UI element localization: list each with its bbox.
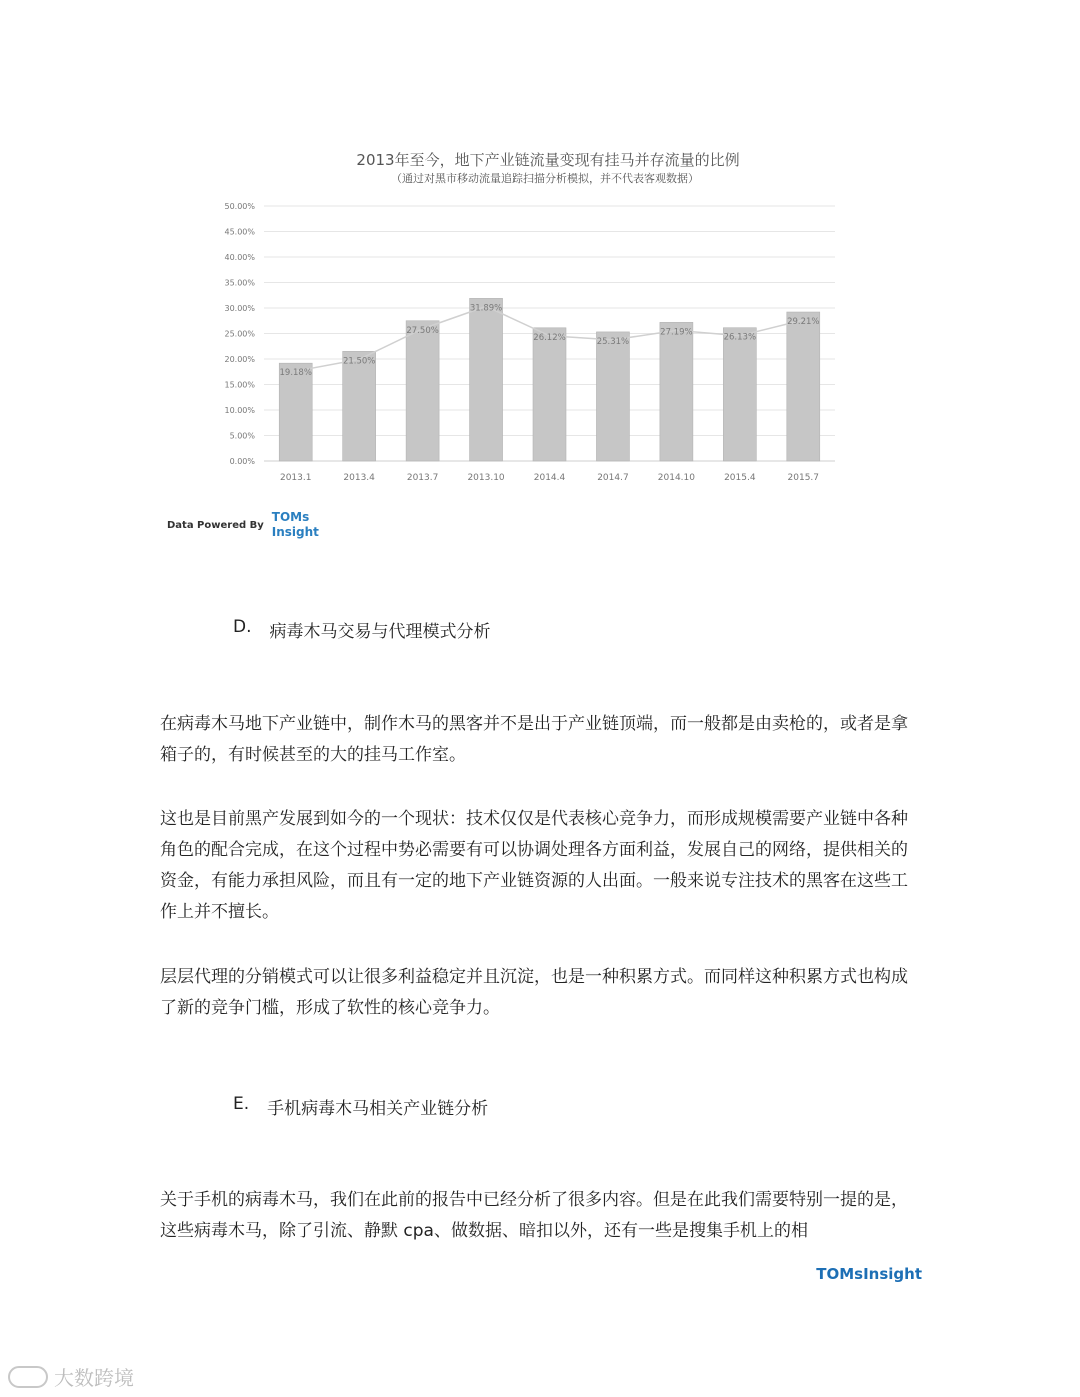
bar (470, 298, 503, 461)
bar-value-label: 25.31% (596, 336, 630, 347)
tomsinsight-logo (272, 510, 319, 540)
y-tick-label: 50.00% (224, 202, 255, 211)
bar (596, 332, 629, 461)
bar (660, 322, 693, 461)
section-heading-e (233, 1094, 488, 1119)
x-tick-label: 2015.7 (787, 473, 820, 483)
y-axis-ticks (224, 202, 255, 466)
watermark (8, 1362, 134, 1391)
y-tick-label: 45.00% (224, 227, 255, 237)
paragraph: 在病毒木马地下产业链中，制作木马的黑客并不是出于产业链顶端，而一般都是由卖枪的，或者是拿箱子的，有时候甚至的大的挂马工作室。 (160, 714, 908, 765)
bar (406, 321, 439, 461)
bar-value-label: 31.89% (469, 303, 503, 314)
logo-line-2: Insight (271, 525, 319, 539)
x-tick-label: 2014.7 (597, 473, 629, 483)
section-title: 病毒木马交易与代理模式分析 (269, 622, 491, 642)
bar (533, 328, 566, 461)
bar-value-label: 21.50% (342, 356, 376, 367)
bar (787, 312, 820, 461)
y-tick-label: 0.00% (229, 457, 255, 466)
bar (723, 328, 756, 461)
y-tick-label: 30.00% (224, 304, 255, 313)
bar-value-label: 29.21% (787, 317, 820, 328)
chart-subtitle: （通过对黑市移动流量追踪扫描分析模拟，并不代表客观数据） (391, 172, 699, 185)
bar-value-label: 27.19% (660, 327, 693, 338)
x-tick-label: 2013.10 (467, 473, 505, 483)
y-tick-label: 25.00% (224, 329, 255, 339)
x-tick-label: 2014.4 (533, 473, 566, 483)
data-powered-by (167, 510, 319, 540)
x-tick-label: 2013.1 (279, 473, 312, 483)
y-tick-label: 35.00% (224, 278, 255, 288)
paragraph: 关于手机的病毒木马，我们在此前的报告中已经分析了很多内容。但是在此我们需要特别一提的是，这些病毒木马，除了引流、静默 cpa、做数据、暗扣以外，还有一些是搜集手机上的相 (160, 1190, 908, 1241)
section-letter: D. (233, 617, 252, 637)
x-tick-label: 2014.10 (657, 473, 695, 483)
bar (343, 351, 376, 461)
watermark-logo-icon (8, 1366, 48, 1388)
section-heading-d (233, 617, 491, 642)
paragraph: 这也是目前黑产发展到如今的一个现状：技术仅仅是代表核心竞争力，而形成规模需要产业链中各种角色的配合完成，在这个过程中势必需要有可以协调处理各方面利益，发展自己的网络，提供相关的资金，有能力承担风险，而且有一定的地下产业链资源的人出面。一般来说专注技术的黑客在这些工作上并不擅长。 (160, 809, 908, 922)
y-tick-label: 20.00% (224, 355, 255, 364)
section-letter: E. (233, 1094, 250, 1114)
bar-value-label: 27.50% (406, 325, 439, 336)
chart-title: 2013年至今，地下产业链流量变现有挂马并存流量的比例 (356, 151, 740, 169)
x-tick-label: 2013.7 (406, 473, 439, 483)
watermark-text: 大数跨境 (54, 1366, 134, 1390)
x-tick-label: 2015.4 (724, 473, 756, 483)
x-axis-ticks (280, 473, 819, 483)
y-tick-label: 10.00% (224, 406, 255, 415)
bar-value-label: 26.13% (723, 332, 757, 343)
logo-line-1: TOMs (271, 510, 310, 524)
bar-value-label: 19.18% (279, 368, 312, 379)
footer-logo: TOMsInsight (816, 1265, 922, 1283)
powered-by-label: Data Powered By (167, 519, 264, 531)
x-tick-label: 2013.4 (343, 473, 375, 483)
y-tick-label: 5.00% (229, 431, 255, 441)
y-tick-label: 15.00% (224, 380, 255, 390)
section-title: 手机病毒木马相关产业链分析 (267, 1099, 489, 1119)
paragraph: 层层代理的分销模式可以让很多利益稳定并且沉淀，也是一种积累方式。而同样这种积累方式也构成了新的竞争门槛，形成了软性的核心竞争力。 (160, 967, 908, 1018)
y-tick-label: 40.00% (224, 253, 255, 262)
bar-chart (160, 140, 860, 495)
bars (279, 298, 820, 461)
bar-value-label: 26.12% (533, 332, 566, 343)
